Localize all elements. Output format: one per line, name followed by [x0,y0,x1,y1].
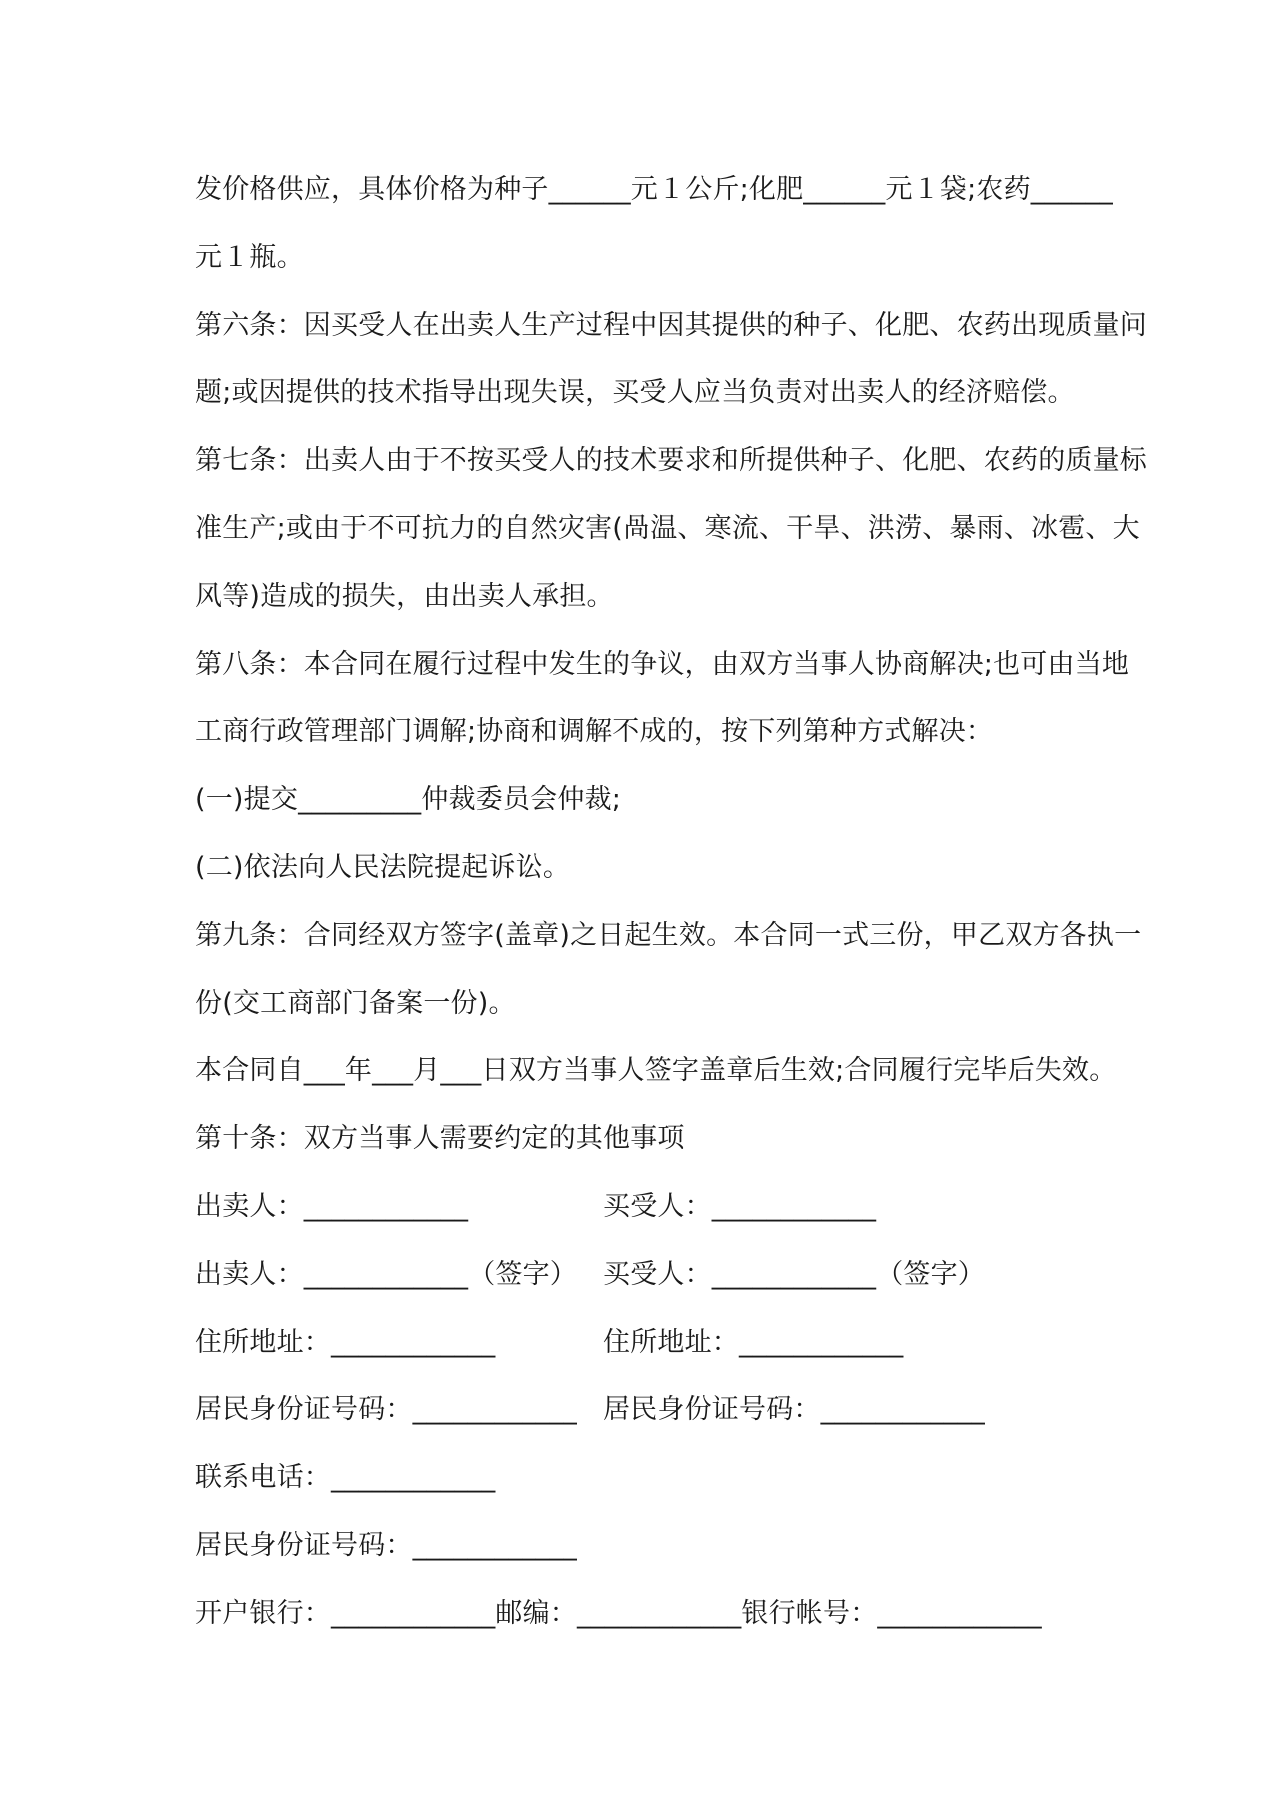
contract-clauses [195,156,1147,1173]
seller-signature-field: 出卖人：____________（签字） [195,1258,577,1290]
clause-line: 发价格供应，具体价格为种子______元１公斤;化肥______元１袋;农药______ [195,174,1113,205]
clause-8-line: 工商行政管理部门调解;协商和调解不成的，按下列第种方式解决： [195,716,994,748]
seller-field: 出卖人：____________ [195,1190,469,1222]
clause-9-line: 份(交工商部门备案一份)。 [195,987,516,1019]
buyer-id-field: 居民身份证号码：____________ [603,1394,985,1426]
clause-7-line: 风等)造成的损失，由出卖人承担。 [195,580,614,612]
clause-9-line: 第九条：合同经双方签字(盖章)之日起生效。本合同一式三份，甲乙双方各执一 [195,919,1142,951]
clause-10-line: 第十条：双方当事人需要约定的其他事项 [195,1123,685,1155]
clause-8-option-1: (一)提交_________仲裁委员会仲裁; [195,784,622,816]
seller-address-field: 住所地址：____________ [195,1326,496,1358]
clause-6-line: 第六条：因买受人在出卖人生产过程中因其提供的种子、化肥、农药出现质量问 [195,309,1147,341]
clause-8-option-2: (二)依法向人民法院提起诉讼。 [195,851,571,883]
signature-row [195,1376,1095,1444]
signature-row [195,1512,1095,1580]
signature-row [195,1444,1095,1512]
bank-info-field: 开户银行：____________邮编：____________银行帐号：____________ [195,1597,1042,1629]
buyer-field: 买受人：____________ [603,1190,877,1222]
effective-date-line: 本合同自___年___月___日双方当事人签字盖章后生效;合同履行完毕后失效。 [195,1055,1117,1087]
signature-row [195,1241,1095,1309]
clause-line: 元１瓶。 [195,241,304,273]
id-number-field: 居民身份证号码：____________ [195,1529,577,1561]
clause-8-line: 第八条：本合同在履行过程中发生的争议，由双方当事人协商解决;也可由当地 [195,648,1130,680]
buyer-address-field: 住所地址：____________ [603,1326,904,1358]
signature-row [195,1309,1095,1377]
clause-7-line: 第七条：出卖人由于不按买受人的技术要求和所提供种子、化肥、农药的质量标 [195,445,1147,477]
signature-row [195,1173,1095,1241]
phone-field: 联系电话：____________ [195,1462,496,1494]
signature-row [195,1580,1095,1648]
buyer-signature-field: 买受人：____________（签字） [603,1258,985,1290]
contract-page [195,156,1147,1648]
clause-6-line: 题;或因提供的技术指导出现失误，买受人应当负责对出卖人的经济赔偿。 [195,377,1075,409]
clause-7-line: 准生产;或由于不可抗力的自然灾害(咼温、寒流、干旱、洪涝、暴雨、冰雹、大 [195,512,1140,544]
seller-id-field: 居民身份证号码：____________ [195,1394,577,1426]
signature-block [195,1173,1095,1648]
